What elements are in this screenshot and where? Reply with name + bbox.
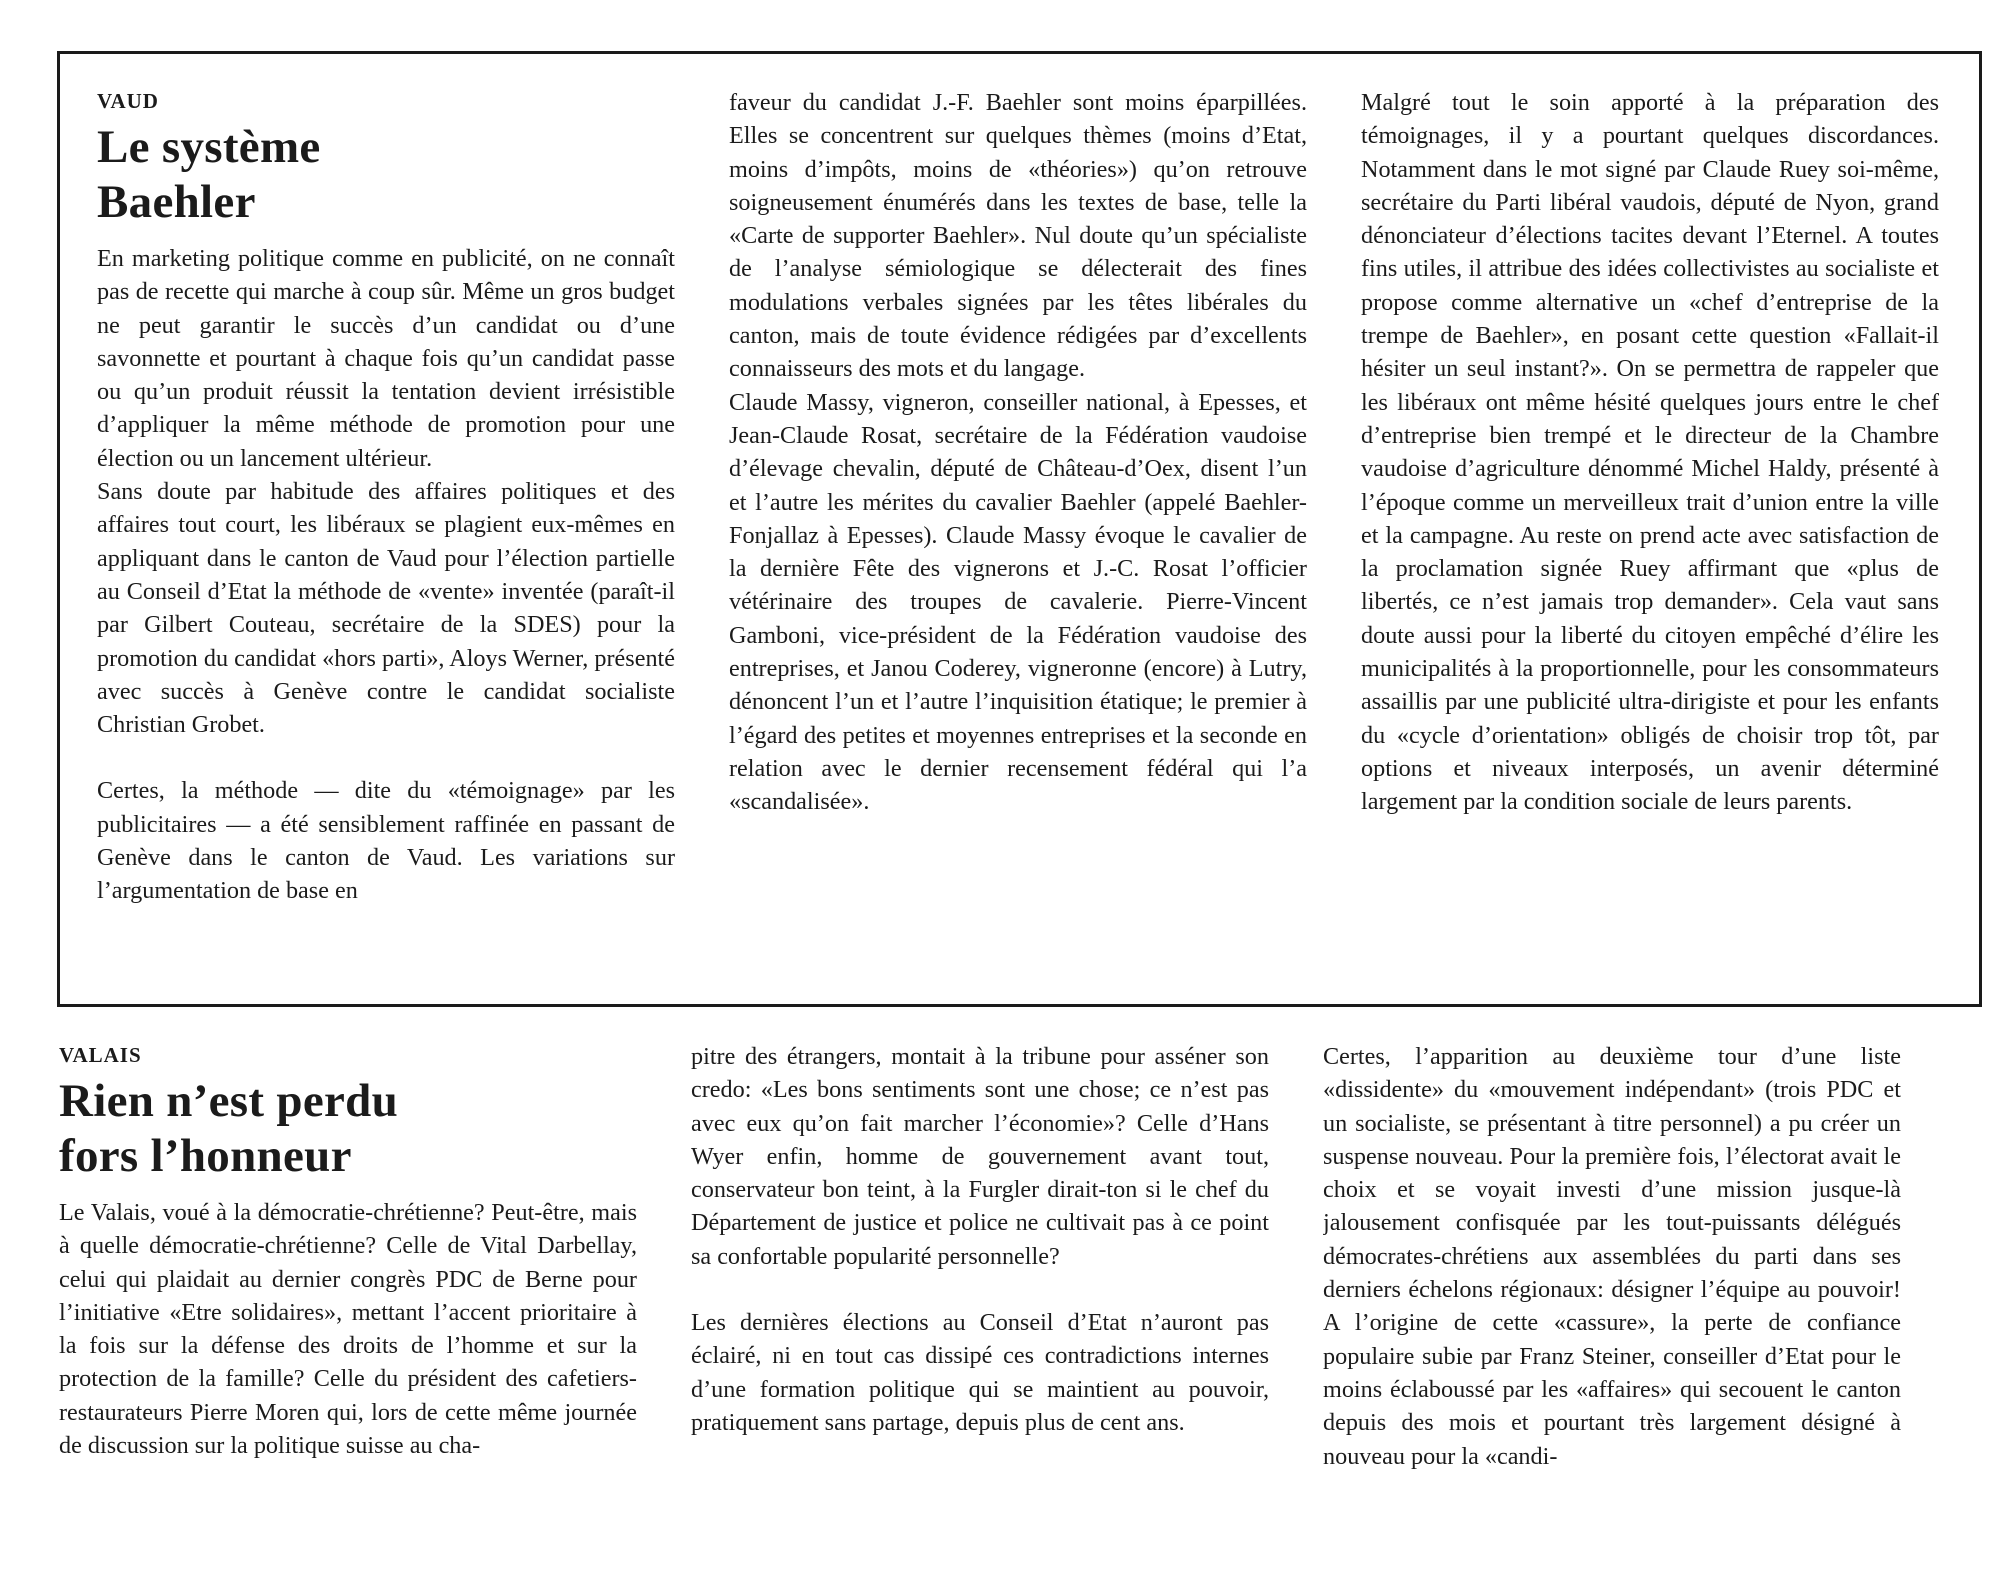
valais-paragraph: Les dernières élections au Conseil d’Etat n’auront pas éclairé, ni en tout cas dissipé ces contradictions internes d’une formation politique qui se maintient au pouvoir, pratiquement sans partage, depuis plus de cent ans. xyxy=(691,1309,1269,1436)
valais-paragraph: pitre des étrangers, montait à la tribune pour asséner son credo: «Les bons sentiments sont une chose; ce n’est pas avec eux qu’on fait marcher l’économie»? Celle d’Hans Wyer enfin, homme de gouvernement avant tout, conservateur bon teint, à la Furgler dirait-ton si le chef du Département de justice et police ne cultivait pas à ce point sa confortable popularité personnelle? xyxy=(691,1043,1269,1270)
valais-paragraph: Le Valais, voué à la démocratie-chrétienne? Peut-être, mais à quelle démocratie-chrétienne? Celle de Vital Darbellay, celui qui plaidait au dernier congrès PDC de Berne pour l’initiative «Etre solidaires», mettant l’accent prioritaire à la fois sur la défense des droits de l’homme et sur la protection de la famille? Celle du président des cafetiers-restaurateurs Pierre Moren qui, lors de cette même journée de discussion sur la politique suisse au cha- xyxy=(59,1199,637,1460)
valais-headline xyxy=(59,1074,637,1184)
article-vaud-columns xyxy=(97,86,1949,908)
vaud-paragraph: faveur du candidat J.-F. Baehler sont moins éparpillées. Elles se concentrent sur quelques thèmes (moins d’Etat, moins d’impôts, moins de «théories») qu’on retrouve soigneusement énumérés dans les textes de base, telle la «Carte de supporter Baehler». Nul doute qu’un spécialiste de l’analyse sémiologique se délecterait des fines modulations verbales signées par les têtes libérales du canton, mais de toute évidence rédigées par d’excellents connaisseurs des mots et du langage. xyxy=(729,89,1307,383)
valais-column-2 xyxy=(691,1040,1269,1473)
vaud-kicker: VAUD xyxy=(97,89,159,113)
vaud-paragraph: Certes, la méthode — dite du «témoignage» par les publicitaires — a été sensiblement raffinée en passant de Genève dans le canton de Vaud. Les variations sur l’argumentation de base en xyxy=(97,777,675,905)
vaud-paragraph: Malgré tout le soin apporté à la préparation des témoignages, il y a pourtant quelques discordances. Notamment dans le mot signé par Claude Ruey soi-même, secrétaire du Parti libéral vaudois, député de Nyon, grand dénonciateur d’élections tacites devant l’Eternel. A toutes fins utiles, il attribue des idées collectivistes au socialiste et propose comme alternative un «chef d’entreprise de la trempe de Baehler», en posant cette question «Fallait-il hésiter un seul instant?». On se permettra de rappeler que les libéraux ont même hésité quelques jours entre le chef d’entreprise bien trempé et le directeur de la Chambre vaudoise d’agriculture dénommé Michel Haldy, présenté à l’époque comme un merveilleux trait d’union entre la ville et la campagne. Au reste on prend acte avec satisfaction de la proclamation signée Ruey affirmant que «plus de libertés, ce n’est jamais trop demander». Cela vaut sans doute aussi pour la liberté du citoyen empêché d’élire les municipalités à la proportionnelle, pour les consommateurs assaillis par une publicité ultra-dirigiste et pour les enfants du «cycle d’orientation» obligés de choisir trop tôt, par options et niveaux interposés, un avenir déterminé largement par la condition sociale de leurs parents. xyxy=(1361,89,1939,816)
vaud-headline-line-2: Baehler xyxy=(97,176,256,228)
valais-paragraph: Certes, l’apparition au deuxième tour d’une liste «dissidente» du «mouvement indépendant» (trois PDC et un socialiste, se présentant à titre personnel) a pu créer un suspense nouveau. Pour la première fois, l’électorat avait le choix et se voyait investi d’une mission jusque-là jalousement confisquée par les tout-puissants délégués démocrates-chrétiens aux assemblées du parti dans ses derniers échelons régionaux: désigner l’équipe au pouvoir! A l’origine de cette «cassure», la perte de confiance populaire subie par Franz Steiner, conseiller d’Etat pour le moins éclaboussé par les «affaires» qui secouent le canton depuis des mois et pourtant très largement désigné à nouveau pour la «candi- xyxy=(1323,1043,1901,1470)
vaud-paragraph: Claude Massy, vigneron, conseiller national, à Epesses, et Jean-Claude Rosat, secrétaire de la Fédération vaudoise d’élevage chevalin, député de Château-d’Oex, disent l’un et l’autre les mérites du cavalier Baehler (appelé Baehler-Fonjallaz à Epesses). Claude Massy évoque le cavalier de la dernière Fête des vignerons et J.-C. Rosat l’officier vétérinaire des troupes de cavalerie. Pierre-Vincent Gamboni, vice-président de la Fédération vaudoise des entreprises, et Janou Coderey, vigneronne (encore) à Lutry, dénoncent l’un et l’autre l’inquisition étatique; le premier à l’égard des petites et moyennes entreprises et la seconde en relation avec le dernier recensement fédéral qui l’a «scandalisée». xyxy=(729,388,1307,816)
vaud-headline xyxy=(97,120,675,230)
vaud-column-3 xyxy=(1361,86,1939,908)
valais-headline-line-1: Rien n’est perdu xyxy=(59,1075,399,1127)
article-valais xyxy=(57,1040,1982,1580)
valais-column-3 xyxy=(1323,1040,1901,1473)
valais-headline-line-2: fors l’honneur xyxy=(59,1130,352,1182)
vaud-paragraph: Sans doute par habitude des affaires politiques et des affaires tout court, les libéraux se plagient eux-mêmes en appliquant dans le canton de Vaud pour l’élection partielle au Conseil d’Etat la méthode de «vente» inventée (paraît-il par Gilbert Couteau, secrétaire de la SDES) pour la promotion du candidat «hors parti», Aloys Werner, présenté avec succès à Genève contre le candidat socialiste Christian Grobet. xyxy=(97,478,675,739)
vaud-paragraph: En marketing politique comme en publicité, on ne connaît pas de recette qui marche à coup sûr. Même un gros budget ne peut garantir le succès d’un candidat ou d’une savonnette et pourtant à chaque fois qu’un candidat passe ou qu’un produit réussit la tentation devient irrésistible d’appliquer la même méthode de promotion pour une élection ou un lancement ultérieur. xyxy=(97,245,675,472)
vaud-headline-line-1: Le système xyxy=(97,121,321,173)
vaud-column-1 xyxy=(97,86,675,908)
article-vaud xyxy=(57,51,1982,1007)
valais-column-1 xyxy=(59,1040,637,1473)
article-valais-columns xyxy=(59,1040,1982,1473)
valais-kicker: VALAIS xyxy=(59,1043,142,1067)
vaud-column-2 xyxy=(729,86,1307,908)
